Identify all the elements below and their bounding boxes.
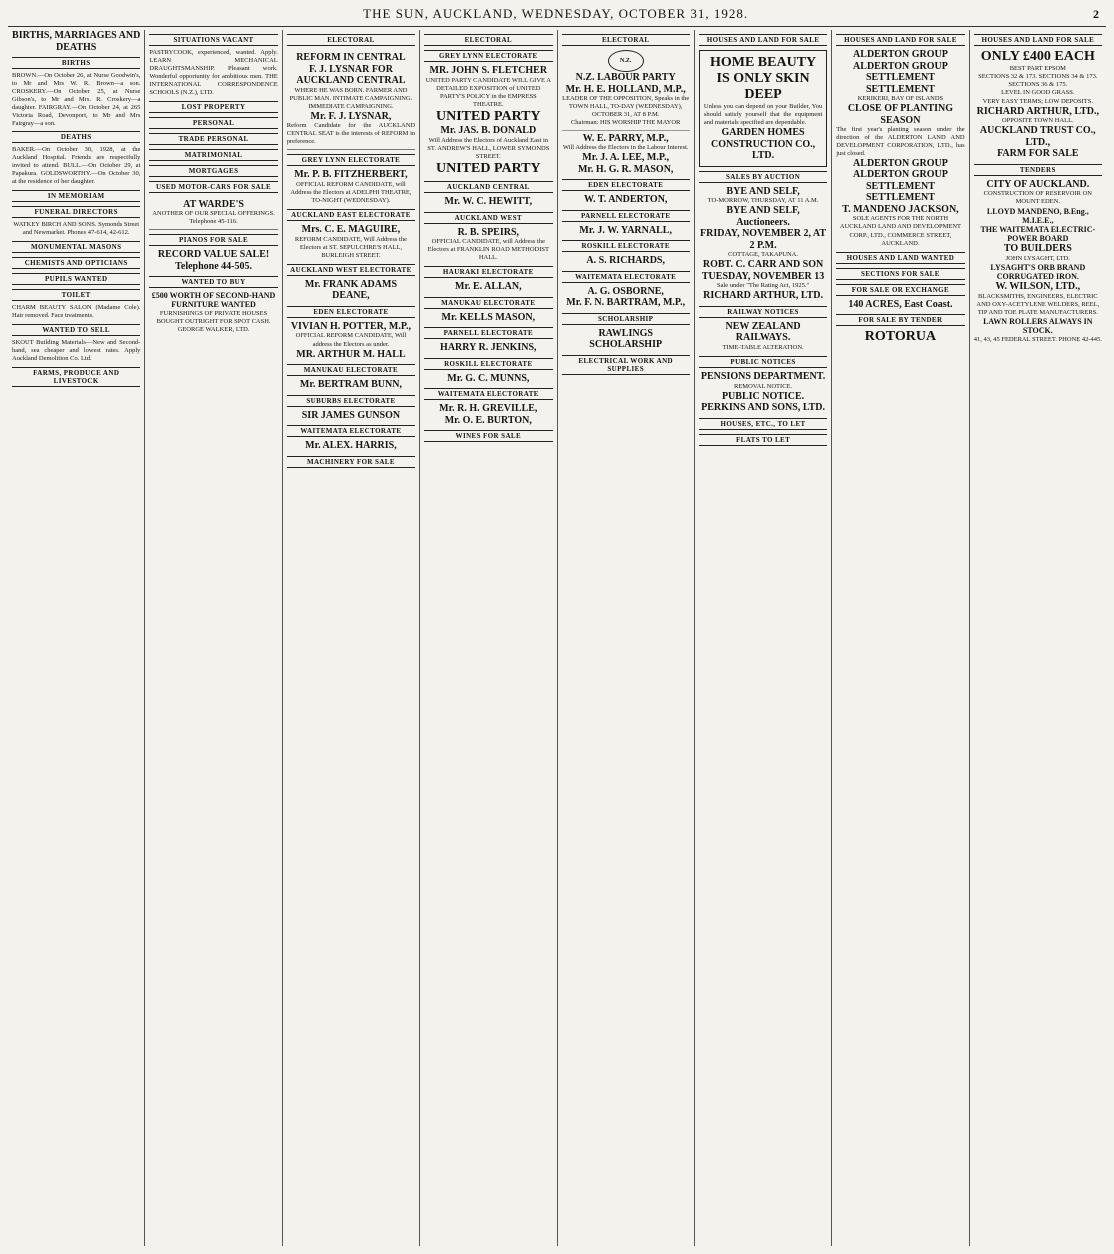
- furnishing-ad: FURNISHINGS OF PRIVATE HOUSES BOUGHT OUTRIGHT FOR SPOT CASH. GEORGE WALKER, LTD.: [156, 309, 271, 333]
- auckland-west-heading: AUCKLAND WEST: [424, 212, 552, 224]
- garden-homes-ad: [699, 50, 827, 167]
- nz-railways: NEW ZEALAND RAILWAYS.: [725, 320, 801, 344]
- rawlings: RAWLINGS SCHOLARSHIP: [589, 327, 663, 351]
- easy-terms: VERY EASY TERMS; LOW DEPOSITS.: [982, 97, 1093, 105]
- flats-heading: FLATS TO LET: [699, 434, 827, 446]
- electrical-heading: ELECTRICAL WORK AND SUPPLIES: [562, 355, 690, 375]
- labour-logo-icon: N.Z.: [608, 50, 644, 72]
- osborne: A. G. OSBORNE,: [587, 285, 664, 297]
- waitemata-heading: WAITEMATA ELECTORATE: [287, 425, 415, 437]
- speirs: R. B. SPEIRS,: [457, 226, 520, 238]
- column-5: [558, 30, 695, 1246]
- burton: Mr. O. E. BURTON,: [444, 414, 532, 426]
- column-2: [145, 30, 282, 1246]
- situations-text: PASTRYCOOK, experienced, wanted. Apply. LEARN MECHANICAL DRAUGHTSMANSHIP. Pleasant work. Wonderful opportunity for ambitious men. THE INTERNATIONAL CORRESPONDENCE SCHOOLS (N.Z.), LTD.: [149, 49, 278, 96]
- farm-for-sale: FARM FOR SALE: [997, 148, 1079, 160]
- richard-arthur: RICHARD ARTHUR, LTD.,: [976, 105, 1099, 117]
- manukau-heading: MANUKAU ELECTORATE: [287, 364, 415, 376]
- trade-heading: TRADE PERSONAL: [149, 133, 277, 145]
- wines-heading: WINES FOR SALE: [424, 430, 552, 442]
- grey-lynn-heading: GREY LYNN ELECTORATE: [287, 154, 415, 166]
- machinery-heading: MACHINERY FOR SALE: [287, 456, 415, 468]
- masthead-title: THE SUN, AUCKLAND, WEDNESDAY, OCTOBER 31, 1928.: [363, 6, 749, 21]
- sections-heading: SECTIONS FOR SALE: [836, 268, 964, 280]
- united-party-heading: UNITED PARTY: [435, 109, 541, 124]
- auckland-west-heading: AUCKLAND WEST ELECTORATE: [287, 264, 415, 276]
- rotorua: ROTORUA: [864, 329, 937, 345]
- hall: MR. ARTHUR M. HALL: [296, 348, 406, 360]
- matrimonial-heading: MATRIMONIAL: [149, 149, 277, 161]
- houses-heading: HOUSES AND LAND FOR SALE: [836, 34, 964, 46]
- best-part-epsom: BEST PART EPSOM: [1009, 65, 1066, 73]
- city-of-auckland: CITY OF AUCKLAND.: [986, 178, 1090, 190]
- close-of-planting: CLOSE OF PLANTING SEASON: [847, 103, 954, 126]
- deane: Mr. FRANK ADAMS DEANE,: [304, 278, 397, 302]
- reservoir: CONSTRUCTION OF RESERVOIR ON MOUNT EDEN.: [983, 190, 1092, 206]
- eden-heading: EDEN ELECTORATE: [562, 179, 690, 191]
- rating-act: Sale under "The Rating Act, 1925.": [716, 282, 810, 290]
- kerikeri: KERIKERI, BAY OF ISLANDS: [857, 95, 944, 102]
- bartram: Mr. F. N. BARTRAM, M.P.,: [566, 297, 686, 309]
- wanted-buy-heading: WANTED TO BUY: [149, 276, 277, 288]
- warde-ad: [149, 196, 277, 231]
- fitzherbert: Mr. P. B. FITZHERBERT,: [294, 169, 408, 181]
- tender-heading: FOR SALE BY TENDER: [836, 314, 964, 326]
- jenkins: HARRY R. JENKINS,: [440, 342, 537, 354]
- auction-heading: SALES BY AUCTION: [699, 171, 827, 183]
- grey-lynn-heading: GREY LYNN ELECTORATE: [424, 50, 552, 62]
- hewitt: Mr. W. C. HEWITT,: [444, 196, 533, 208]
- monumental-heading: MONUMENTAL MASONS: [12, 241, 140, 253]
- alderton-heading-2: ALDERTON GROUP ALDERTON GROUP SETTLEMENT SETTLEMENT: [853, 157, 948, 204]
- columns: [8, 30, 1106, 1246]
- parry: W. E. PARRY, M.P.,: [582, 132, 669, 144]
- to-builders: TO BUILDERS: [1003, 243, 1072, 255]
- column-7: [832, 30, 969, 1246]
- mandeno-jackson: T. MANDENO JACKSON,: [842, 203, 959, 215]
- memoriam-heading: IN MEMORIAM: [12, 190, 140, 202]
- lysaght: JOHN LYSAGHT, LTD.: [1005, 254, 1070, 262]
- electoral-heading: ELECTORAL: [424, 34, 552, 46]
- deaths-text: BAKER.—On October 30, 1928, at the Auckland Hospital. Friends are respectfully invited to attend. BULL.—On October 29, at Papakura. GOLDSWORTHY.—On October 30, at the residence of her daughter.: [12, 146, 141, 186]
- houses-heading: HOUSES AND LAND FOR SALE: [974, 34, 1102, 46]
- parnell-heading: PARNELL ELECTORATE: [424, 327, 552, 339]
- close-text: The first year's planting season under the direction of the ALDERTON LAND AND DEVELOPMENT CORPORATION, LTD., has just closed.: [836, 126, 965, 157]
- scholarship-heading: SCHOLARSHIP: [562, 313, 690, 325]
- parry-text: Will Address the Electors in the Labour Interest.: [562, 144, 689, 151]
- warde-title: AT WARDE'S: [183, 198, 244, 210]
- mr-lysnar: Mr. F. J. LYSNAR,: [310, 110, 392, 122]
- beauty-heading: HOME BEAUTY IS ONLY SKIN DEEP: [709, 55, 817, 103]
- masthead-spacer: [14, 6, 18, 22]
- funeral-text: WATKEY BIRCH AND SONS. Symonds Street and Newmarket. Phones 47-614, 42-612.: [13, 221, 140, 237]
- wanted-sell-text: SKOUT Building Materials—New and Second-hand, sea cheaper and lowest rates. Apply Auckland Demolition Co. Ltd.: [12, 339, 141, 362]
- united-party-heading-2: UNITED PARTY: [435, 160, 541, 176]
- deaths-heading: DEATHS: [12, 131, 140, 143]
- lysnar-heading: F. J. LYSNAR FOR AUCKLAND CENTRAL: [296, 63, 406, 86]
- masthead: [8, 6, 1106, 27]
- greville: Mr. R. H. GREVILLE,: [439, 403, 538, 415]
- wilson-address: 41, 43, 45 FEDERAL STREET. PHONE 42-445.: [973, 335, 1102, 343]
- exchange-heading: FOR SALE OR EXCHANGE: [836, 284, 964, 296]
- mortgages-heading: MORTGAGES: [149, 165, 277, 177]
- bye-and-self: BYE AND SELF,: [726, 185, 800, 197]
- bye-and-self-2: BYE AND SELF, Auctioneers.: [726, 205, 800, 228]
- beauty-text: Unless you can depend on your Builder, You should satisfy yourself that the equipment and materials specified are dependable.: [703, 103, 823, 127]
- munns: Mr. G. C. MUNNS,: [447, 372, 530, 384]
- farms-heading: FARMS, PRODUCE AND LIVESTOCK: [12, 367, 140, 387]
- waitemata-heading: WAITEMATA ELECTORATE: [562, 271, 690, 283]
- hgr-mason: Mr. H. G. R. MASON,: [577, 163, 674, 175]
- suburbs-heading: SUBURBS ELECTORATE: [287, 395, 415, 407]
- alderton-heading: ALDERTON GROUP ALDERTON GROUP SETTLEMENT SETTLEMENT: [853, 49, 948, 95]
- manukau-heading: MANUKAU ELECTORATE: [424, 297, 552, 309]
- labour-heading: N.Z. LABOUR PARTY: [575, 72, 676, 83]
- lee: Mr. J. A. LEE, M.P.,: [582, 152, 670, 164]
- cash-ad: £500 WORTH OF SECOND-HAND FURNITURE WANTED: [151, 291, 276, 310]
- page-number: 2: [1093, 7, 1100, 21]
- tenders-heading: TENDERS: [974, 164, 1102, 176]
- pensions: PENSIONS DEPARTMENT.: [700, 371, 826, 383]
- potter: VIVIAN H. POTTER, M.P.,: [290, 320, 412, 332]
- houses-let-heading: HOUSES, ETC., TO LET: [699, 418, 827, 430]
- roskill-heading: ROSKILL ELECTORATE: [562, 240, 690, 252]
- opposite-town-hall: OPPOSITE TOWN HALL.: [1001, 117, 1074, 125]
- public-notice: PUBLIC NOTICE.: [721, 390, 805, 402]
- holland: Mr. H. E. HOLLAND, M.P.,: [565, 83, 686, 95]
- yarnall: Mr. J. W. YARNALL,: [579, 224, 672, 236]
- parnell-heading: PARNELL ELECTORATE: [562, 210, 690, 222]
- births-heading: BIRTHS: [12, 57, 140, 69]
- lloyd-mandeno: LLOYD MANDENO, B.Eng., M.I.E.E.,: [986, 206, 1089, 225]
- chemists-heading: CHEMISTS AND OPTICIANS: [12, 257, 140, 269]
- motor-heading: USED MOTOR-CARS FOR SALE: [149, 181, 277, 193]
- maguire-text: REFORM CANDIDATE, Will Address the Electors at ST. SEPULCHRE'S HALL, BURLEIGH STREET.: [294, 235, 407, 259]
- railway-heading: RAILWAY NOTICES: [699, 306, 827, 318]
- column-1: [8, 30, 145, 1246]
- richard-arthur: RICHARD ARTHUR, LTD.: [703, 290, 823, 302]
- tuesday-sale: TUESDAY, NOVEMBER 13: [701, 270, 825, 282]
- personal-heading: PERSONAL: [149, 117, 277, 129]
- waitemata-heading: WAITEMATA ELECTORATE: [424, 388, 552, 400]
- maguire: Mrs. C. E. MAGUIRE,: [301, 224, 401, 236]
- electoral-heading: ELECTORAL: [287, 34, 415, 46]
- perkins: PERKINS AND SONS, LTD.: [701, 402, 825, 414]
- hauraki-heading: HAURAKI ELECTORATE: [424, 266, 552, 278]
- cottage: COTTAGE, TAKAPUNA.: [728, 251, 798, 259]
- carr: ROBT. C. CARR AND SON: [702, 259, 824, 271]
- fletcher-text: UNITED PARTY CANDIDATE WILL GIVE A DETAILED EXPOSITION of UNITED PARTY'S POLICY in the EMPRESS THEATRE.: [425, 76, 551, 108]
- roskill-heading: ROSKILL ELECTORATE: [424, 358, 552, 370]
- bertram-bunn: Mr. BERTRAM BUNN,: [299, 379, 402, 391]
- auckland-east-heading: AUCKLAND EAST ELECTORATE: [287, 209, 415, 221]
- pianos-heading: PIANOS FOR SALE: [149, 234, 277, 246]
- toilet-heading: TOILET: [12, 289, 140, 301]
- holland-text: LEADER OF THE OPPOSITION, Speaks in the TOWN HALL, TO-DAY (WEDNESDAY), OCTOBER 31, AT 8 P.M.: [562, 95, 690, 119]
- public-notices-heading: PUBLIC NOTICES: [699, 356, 827, 368]
- jackson-text: SOLE AGENTS FOR THE NORTH AUCKLAND LAND AND DEVELOPMENT CORP., LTD., COMMERCE STREET, AUCKLAND.: [839, 215, 962, 247]
- births-text: BROWN.—On October 26, at Nurse Goodwin's, to Mr and Mrs W. R. Brown—a son. CROSKERY.—On October 25, at Nurse Gibson's, to Mr and Mrs. R. Croskery—a daughter. FAIRGRAY.—On October 24, at 265 Victoria Road, Devonport, to Mr and Mrs Fairgray—a son.: [12, 72, 141, 127]
- fletcher: MR. JOHN S. FLETCHER: [429, 65, 548, 76]
- orb-brand: LYSAGHT'S ORB BRAND CORRUGATED IRON.: [990, 262, 1086, 282]
- column-6: [695, 30, 832, 1246]
- timetable: TIME-TABLE ALTERATION.: [722, 343, 804, 351]
- anderton: W. T. ANDERTON,: [583, 194, 668, 206]
- eden-heading: EDEN ELECTORATE: [287, 306, 415, 318]
- lawn-rollers: LAWN ROLLERS ALWAYS IN STOCK.: [983, 317, 1093, 336]
- allan: Mr. E. ALLAN,: [455, 281, 522, 293]
- potter-text: OFFICIAL REFORM CANDIDATE, Will address the Electors as under.: [295, 332, 407, 348]
- speirs-text: OFFICIAL CANDIDATE, will Address the Electors at FRANKLIN ROAD METHODIST HALL.: [427, 238, 549, 262]
- electoral-heading: ELECTORAL: [562, 34, 690, 46]
- mr-lysnar-text: Reform Candidate for the AUCKLAND CENTRAL SEAT is the interests of REFORM in preference.: [286, 122, 416, 146]
- fitzherbert-text: OFFICIAL REFORM CANDIDATE, will Address the Electors at ADELPHI THEATRE, TO-NIGHT (WEDNESDAY).: [290, 180, 412, 204]
- column-3: [283, 30, 420, 1246]
- garden-homes: GARDEN HOMES CONSTRUCTION CO., LTD.: [710, 127, 816, 162]
- kells-mason: Mr. KELLS MASON,: [441, 311, 536, 323]
- friday-sale: FRIDAY, NOVEMBER 2, AT 2 P.M.: [700, 228, 827, 251]
- piano-ad: RECORD VALUE SALE! Telephone 44-505.: [157, 249, 270, 272]
- auckland-central-heading: AUCKLAND CENTRAL: [424, 181, 552, 193]
- holland-chair: Chairman: HIS WORSHIP THE MAYOR: [570, 119, 681, 127]
- column-8: [970, 30, 1106, 1246]
- lysnar-text: WHERE HE WAS BORN. FARMER AND PUBLIC MAN. INTIMATE CAMPAIGNING. IMMEDIATE CAMPAIGNING.: [289, 86, 413, 110]
- pupils-heading: PUPILS WANTED: [12, 273, 140, 285]
- wanted-sell-heading: WANTED TO SELL: [12, 324, 140, 336]
- bye-text: TO-MORROW, THURSDAY, AT 11 A.M.: [707, 197, 819, 205]
- reform-heading: REFORM IN CENTRAL: [296, 52, 406, 63]
- lost-heading: LOST PROPERTY: [149, 101, 277, 113]
- auckland-trust: AUCKLAND TRUST CO., LTD.,: [979, 125, 1096, 148]
- richards: A. S. RICHARDS,: [586, 255, 665, 267]
- warde-text: ANOTHER OF OUR SPECIAL OFFERINGS. Telephone 45-116.: [152, 210, 275, 226]
- only-400: ONLY £400 EACH: [980, 49, 1095, 64]
- houses-heading: HOUSES AND LAND FOR SALE: [699, 34, 827, 46]
- sections-list: SECTIONS 32 & 173. SECTIONS 34 & 173. SECTIONS 36 & 175.: [978, 73, 1098, 89]
- column-4: [420, 30, 557, 1246]
- removal-notice: REMOVAL NOTICE.: [733, 382, 793, 390]
- harris: Mr. ALEX. HARRIS,: [305, 440, 397, 452]
- section-heading: BIRTHS, MARRIAGES AND DEATHS: [12, 30, 141, 53]
- funeral-heading: FUNERAL DIRECTORS: [12, 206, 140, 218]
- exchange-ad: 140 ACRES, East Coast.: [848, 298, 953, 310]
- donald: Mr. JAS. B. DONALD: [440, 125, 537, 137]
- level-grass: LEVEL IN GOOD GRASS.: [1001, 89, 1075, 97]
- houses-wanted-heading: HOUSES AND LAND WANTED: [836, 252, 964, 264]
- wilson: W. WILSON, LTD.,: [995, 281, 1081, 293]
- situations-heading: SITUATIONS VACANT: [149, 34, 277, 46]
- wilson-text: BLACKSMITHS, ENGINEERS, ELECTRIC AND OXY-ACETYLENE WELDERS, REEL, TIP AND TOE PLATE MANUFACTURERS.: [976, 292, 1100, 317]
- donald-text: Will Address the Electors of Auckland East in ST. ANDREW'S HALL, LOWER SYMONDS STREET.: [427, 136, 550, 160]
- toilet-text: CHARM BEAUTY SALON (Madame Cole). Hair removed. Face treatments.: [12, 304, 141, 320]
- waitemata-power: THE WAITEMATA ELECTRIC-POWER BOARD: [980, 224, 1096, 244]
- gunson: SIR JAMES GUNSON: [301, 409, 401, 421]
